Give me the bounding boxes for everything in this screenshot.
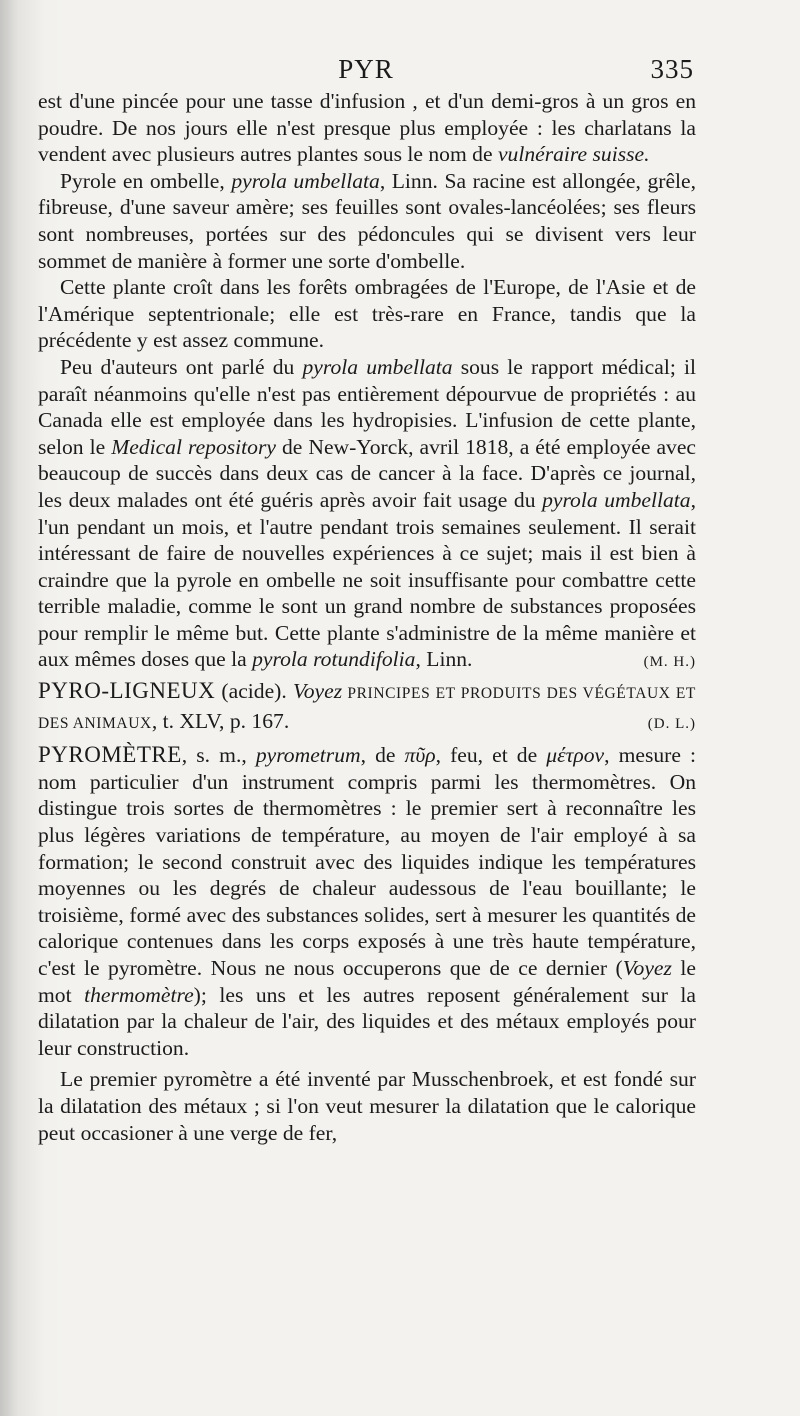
running-head: PYR (338, 54, 394, 84)
text-run: , de (360, 743, 405, 768)
text-run: , Linn. Sa racine est allongée, grêle, fibreuse, d'une saveur amère; ses feuilles sont ovales-lancéolées; ses fleurs sont nombreuses, portées sur des pédoncules qui se divisent vers leur sommet de manière à former une sorte d'ombelle. (38, 168, 697, 273)
text-run: , s. m., (181, 743, 256, 768)
italic-run: Voyez (292, 679, 343, 704)
text-run: Le premier pyromètre a été inventé par Musschenbroek, et est fondé sur la dilatation des métaux ; si l'on veut mesurer la dilatation que le calorique peut occasioner à une verge de fer, (38, 1067, 696, 1145)
paragraph-habitat (38, 274, 696, 354)
text-run: le mot (38, 956, 696, 1007)
greek-word: πῦρ (404, 743, 436, 768)
italic-run: pyrola rotundifolia (252, 647, 416, 672)
text-run: sous le rapport médical; il paraît néanmoins qu'elle n'est pas entièrement dépourvue de propriétés : au Canada elle est employée dans les hydropisies. L'infusion de cette plante, selon le (38, 354, 696, 459)
text-run: , Linn. (415, 647, 473, 672)
page-header (38, 54, 694, 84)
entry-pyro-ligneux (38, 678, 696, 737)
author-signature: (D. L.) (647, 715, 696, 732)
italic-run: Voyez (622, 956, 672, 980)
text-run: est d'une pincée pour une tasse d'infusion , et d'un demi-gros à un gros en poudre. De nos jours elle n'est presque plus employée : les charlatans la vendent avec plusieurs autres plantes sous le nom de (38, 89, 696, 167)
body-text (38, 88, 696, 1146)
greek-word: μέτρον (546, 743, 605, 768)
italic-run: pyrola umbellata (231, 168, 380, 193)
italic-run: pyrometrum (255, 743, 361, 768)
text-run: de New-Yorck, avril 1818, a été employée avec beaucoup de succès dans deux cas de cancer à la face. D'après ce journal, les deux malades ont été guéris après avoir fait usage du (38, 434, 696, 512)
text-run: Cette plante croît dans les forêts ombragées de l'Europe, de l'Asie et de l'Amérique septentrionale; elle est très-rare en France, tandis que la précédente y est assez commune. (38, 275, 696, 353)
italic-run: vulnéraire suisse. (497, 142, 650, 167)
italic-run: Medical repository (111, 434, 276, 459)
text-run: , mesure : nom particulier d'un instrument compris parmi les thermomètres. On distingue trois sortes de thermomètres : le premier sert à reconnaître les plus légères variations de température, au moyen de l'air employé à sa formation; le second construit avec des liquides indique les températures moyennes ou les degrés de chaleur audessous de l'eau bouillante; le troisième, formé avec des substances solides, sert à mesurer les quantités de calorique contenues dans les corps exposés à une très haute température, c'est le pyromètre. Nous ne nous occuperons que de ce dernier ( (38, 743, 696, 980)
author-signature: (M. H.) (643, 654, 696, 671)
text-run: , l'un pendant un mois, et l'autre pendant trois semaines seulement. Il serait intéressant de faire de nouvelles expériences à ce sujet; mais il est bien à craindre que la pyrole en ombelle ne soit insuffisante pour combattre cette terrible maladie, comme le sont un grand nombre de substances proposées pour remplir le même but. Cette plante s'administre de la même manière et aux mêmes doses que la (38, 487, 697, 672)
text-run: ); les uns et les autres reposent généralement sur la dilatation par la chaleur de l'air, des liquides et des métaux employés pour leur construction. (38, 982, 696, 1060)
text-run: (acide). (215, 679, 293, 704)
small-caps-run: PRINCIPES ET PRODUITS DES VÉGÉTAUX ET DES ANIMAUX (38, 685, 696, 732)
text-run: Pyrole en ombelle, (60, 168, 232, 193)
entry-headword: PYROMÈTRE (38, 742, 182, 768)
page-number: 335 (650, 54, 694, 84)
paragraph-pyrole-ombelle (38, 168, 696, 274)
text-run: , t. XLV, p. 167. (151, 708, 290, 733)
entry-pyrometre (38, 742, 696, 1061)
paragraph-first-pyrometer (38, 1066, 696, 1146)
paragraph-medical-use (38, 354, 696, 673)
italic-run: pyrola umbellata (542, 487, 691, 512)
entry-headword: PYRO-LIGNEUX (38, 678, 216, 704)
text-run: Peu d'auteurs ont parlé du (60, 354, 303, 379)
italic-run: pyrola umbellata (302, 354, 453, 379)
italic-run: thermomètre (84, 982, 194, 1007)
text-run: , feu, et de (435, 743, 547, 768)
paragraph-infusion (38, 88, 696, 168)
